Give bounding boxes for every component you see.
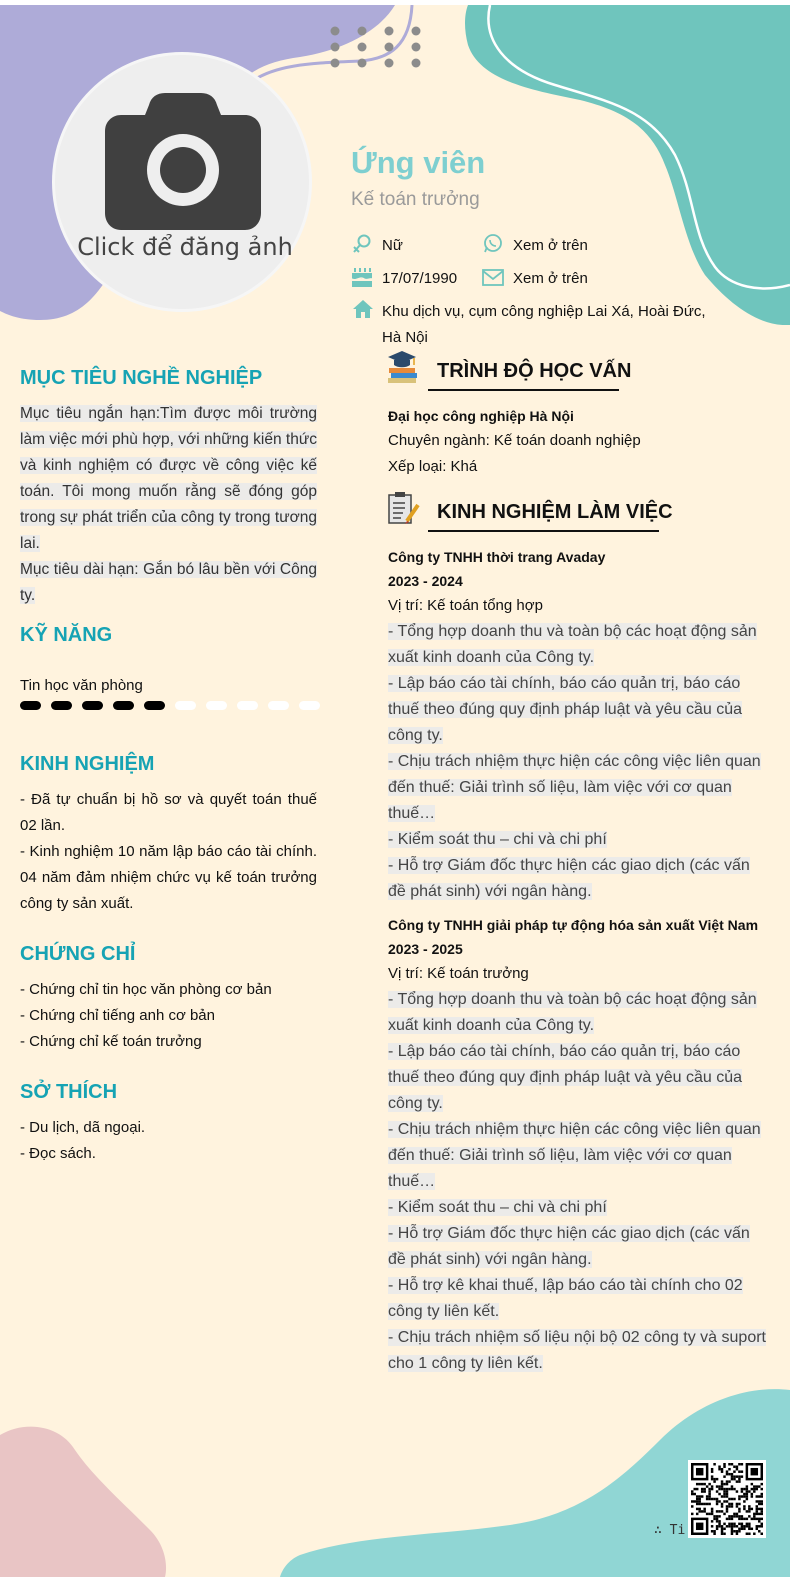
objective-long: Mục tiêu dài hạn: Gắn bó lâu bền với Công ty. xyxy=(20,561,317,604)
job-duty: - Hỗ trợ kê khai thuế, lập báo cáo tài chính cho 02 công ty liên kết. xyxy=(388,1277,743,1320)
home-icon xyxy=(352,299,374,319)
education-block xyxy=(388,404,768,480)
camera-icon xyxy=(105,93,261,231)
job-duty: - Tổng hợp doanh thu và toàn bộ các hoạt động sản xuất kinh doanh của Công ty. xyxy=(388,623,757,666)
qr-code-icon xyxy=(691,1463,763,1535)
skills-heading: KỸ NĂNG xyxy=(20,624,113,646)
job-duty: - Lập báo cáo tài chính, báo cáo quản trị, báo cáo thuế theo đúng quy định pháp luật và yêu cầu của công ty. xyxy=(388,1043,743,1112)
decor-pink-blob xyxy=(0,1425,180,1577)
job-duty: - Chịu trách nhiệm số liệu nội bộ 02 công ty và suport cho 1 công ty liên kết. xyxy=(388,1329,766,1372)
email-value: Xem ở trên xyxy=(513,270,588,287)
skill-dot-filled xyxy=(82,701,103,710)
address-line2: Hà Nội xyxy=(382,329,428,346)
objective-text xyxy=(20,401,317,609)
decor-teal-top-blob xyxy=(460,5,790,325)
job-duty: - Kiểm soát thu – chi và chi phí xyxy=(388,831,607,848)
job-duty: - Kiểm soát thu – chi và chi phí xyxy=(388,1199,607,1216)
job-title: Kế toán trưởng xyxy=(351,189,480,210)
job-duty: - Hỗ trợ Giám đốc thực hiện các giao dịch (các vấn đề phát sinh) với ngân hàng. xyxy=(388,857,750,900)
footer-watermark: ∴ Ti xyxy=(654,1523,686,1538)
skill-dot-filled xyxy=(144,701,165,710)
skill-dot-empty xyxy=(175,701,196,710)
job-period: 2023 - 2024 xyxy=(388,573,463,589)
skill-dot-empty xyxy=(237,701,258,710)
address-line1: Khu dịch vụ, cụm công nghiệp Lai Xá, Hoài Đức, xyxy=(382,303,706,320)
education-heading: TRÌNH ĐỘ HỌC VẤN xyxy=(437,360,632,382)
job-2 xyxy=(388,913,768,1377)
job-position: Vị trí: Kế toán trưởng xyxy=(388,965,529,982)
skill-dot-filled xyxy=(51,701,72,710)
skill-dot-empty xyxy=(268,701,289,710)
gender-value: Nữ xyxy=(382,237,403,254)
certificate-list xyxy=(20,977,317,1055)
job-duty: - Chịu trách nhiệm thực hiện các công việc liên quan đến thuế: Giải trình số liệu, làm việc với cơ quan thuế… xyxy=(388,753,761,822)
skill-dot-filled xyxy=(113,701,134,710)
birthday-value: 17/07/1990 xyxy=(382,270,458,287)
skill-dot-empty xyxy=(299,701,320,710)
job-company: Công ty TNHH giải pháp tự động hóa sản xuất Việt Nam xyxy=(388,917,759,933)
skill-dot-filled xyxy=(20,701,41,710)
work-heading-underline xyxy=(428,530,659,532)
job-period: 2023 - 2025 xyxy=(388,941,463,957)
job-position: Vị trí: Kế toán tổng hợp xyxy=(388,597,543,614)
objective-heading: MỤC TIÊU NGHỀ NGHIỆP xyxy=(20,367,263,389)
skill-name: Tin học văn phòng xyxy=(20,677,143,694)
certificate-item: - Chứng chỉ kế toán trưởng xyxy=(20,1033,202,1050)
graduation-books-icon xyxy=(386,349,420,385)
experience-heading: KINH NGHIỆM xyxy=(20,753,155,775)
phone-value: Xem ở trên xyxy=(513,237,588,254)
hobby-item: - Du lịch, dã ngoại. xyxy=(20,1119,146,1136)
envelope-icon xyxy=(482,269,504,287)
candidate-name: Ứng viên xyxy=(351,145,486,180)
job-1 xyxy=(388,545,768,905)
experience-item: - Đã tự chuẩn bị hồ sơ và quyết toán thuế 02 lần. xyxy=(20,791,317,834)
experience-list xyxy=(20,787,317,917)
school-name: Đại học công nghiệp Hà Nội xyxy=(388,408,574,424)
qr-code[interactable] xyxy=(688,1460,766,1538)
job-duty: - Hỗ trợ Giám đốc thực hiện các giao dịch (các vấn đề phát sinh) với ngân hàng. xyxy=(388,1225,750,1268)
work-checklist-icon xyxy=(387,491,421,527)
certificates-heading: CHỨNG CHỈ xyxy=(20,943,136,965)
decor-dots xyxy=(328,25,428,75)
skill-level-meter xyxy=(20,698,320,714)
work-heading: KINH NGHIỆM LÀM VIỆC xyxy=(437,501,673,523)
cv-paper xyxy=(0,5,790,1577)
hobby-list xyxy=(20,1115,317,1167)
job-duty: - Lập báo cáo tài chính, báo cáo quản trị, báo cáo thuế theo đúng quy định pháp luật và yêu cầu của công ty. xyxy=(388,675,743,744)
whatsapp-icon xyxy=(482,233,504,255)
experience-item: - Kinh nghiệm 10 năm lập báo cáo tài chính. 04 năm đảm nhiệm chức vụ kế toán trưởng công ty sản xuất. xyxy=(20,843,317,912)
job-duty: - Tổng hợp doanh thu và toàn bộ các hoạt động sản xuất kinh doanh của Công ty. xyxy=(388,991,757,1034)
hobbies-heading: SỞ THÍCH xyxy=(20,1081,118,1103)
grade: Xếp loại: Khá xyxy=(388,458,478,475)
birthday-cake-icon xyxy=(351,266,373,288)
education-heading-underline xyxy=(428,389,619,391)
photo-upload-label: Click để đăng ảnh xyxy=(77,233,293,261)
objective-short: Mục tiêu ngắn hạn:Tìm được môi trường làm việc mới phù hợp, với những kiến thức và kinh nghiệm có được về công việc kế toán. Tôi mong muốn rằng sẽ đóng góp trong sự phát triển của công ty trong tương lai. xyxy=(20,405,317,552)
gender-icon xyxy=(352,233,372,255)
job-company: Công ty TNHH thời trang Avaday xyxy=(388,549,606,565)
profile-photo[interactable] xyxy=(52,52,312,312)
job-duty: - Chịu trách nhiệm thực hiện các công việc liên quan đến thuế: Giải trình số liệu, làm việc với cơ quan thuế… xyxy=(388,1121,761,1190)
certificate-item: - Chứng chỉ tin học văn phòng cơ bản xyxy=(20,981,272,998)
major: Chuyên ngành: Kế toán doanh nghiệp xyxy=(388,432,641,449)
hobby-item: - Đọc sách. xyxy=(20,1145,96,1162)
certificate-item: - Chứng chỉ tiếng anh cơ bản xyxy=(20,1007,215,1024)
skill-dot-empty xyxy=(206,701,227,710)
